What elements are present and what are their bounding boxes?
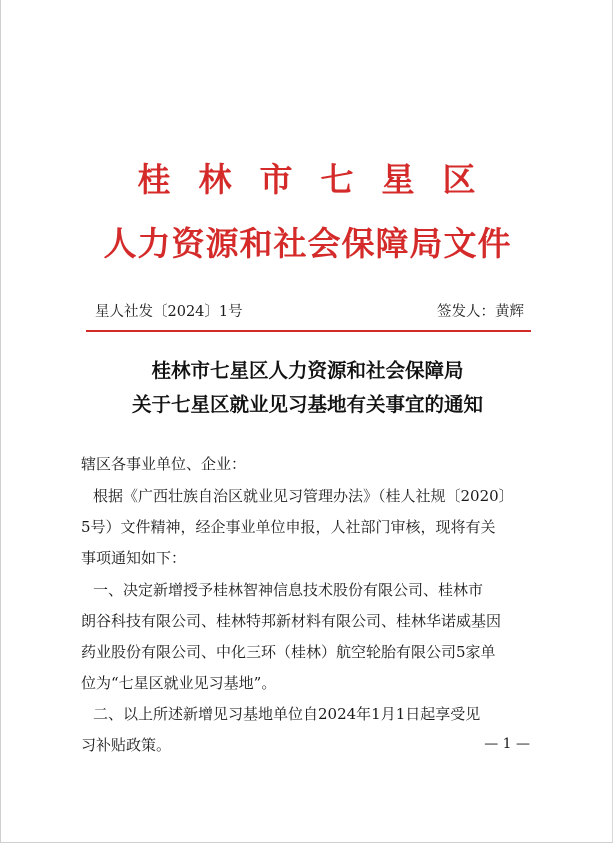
body-line: 二、以上所述新增见习基地单位自2024年1月1日起享受见: [93, 705, 481, 723]
signer: 签发人：黄辉: [437, 304, 524, 320]
notice-title-line2: 关于七星区就业见习基地有关事宜的通知: [131, 393, 483, 416]
body-line: 事项通知如下：: [81, 549, 187, 567]
body-line: 药业股份有限公司、中化三环（桂林）航空轮胎有限公司5家单: [81, 643, 496, 661]
body-line: 一、决定新增授予桂林智神信息技术股份有限公司、桂林市: [93, 581, 484, 599]
body-line: 习补贴政策。: [81, 736, 172, 754]
document-number: 星人社发〔2024〕1号: [95, 304, 243, 320]
body-line: 朗谷科技有限公司、桂林特邦新材料有限公司、桂林华诺威基因: [81, 612, 502, 630]
issuer-title-line2: 人力资源和社会保障局文件: [103, 224, 512, 263]
issuer-title-line1: 桂林市七星区: [137, 160, 504, 199]
red-divider-line: [86, 330, 531, 332]
notice-title-line1: 桂林市七星区人力资源和社会保障局: [151, 359, 464, 382]
body-line: 5号）文件精神，经企事业单位申报，人社部门审核，现将有关: [81, 518, 496, 536]
body-line: 根据《广西壮族自治区就业见习管理办法》（桂人社规〔2020〕: [93, 487, 514, 505]
body-line: 位为“七星区就业见习基地”。: [81, 674, 277, 692]
salutation: 辖区各事业单位、企业：: [81, 455, 247, 473]
page-number: — 1 —: [484, 736, 530, 752]
